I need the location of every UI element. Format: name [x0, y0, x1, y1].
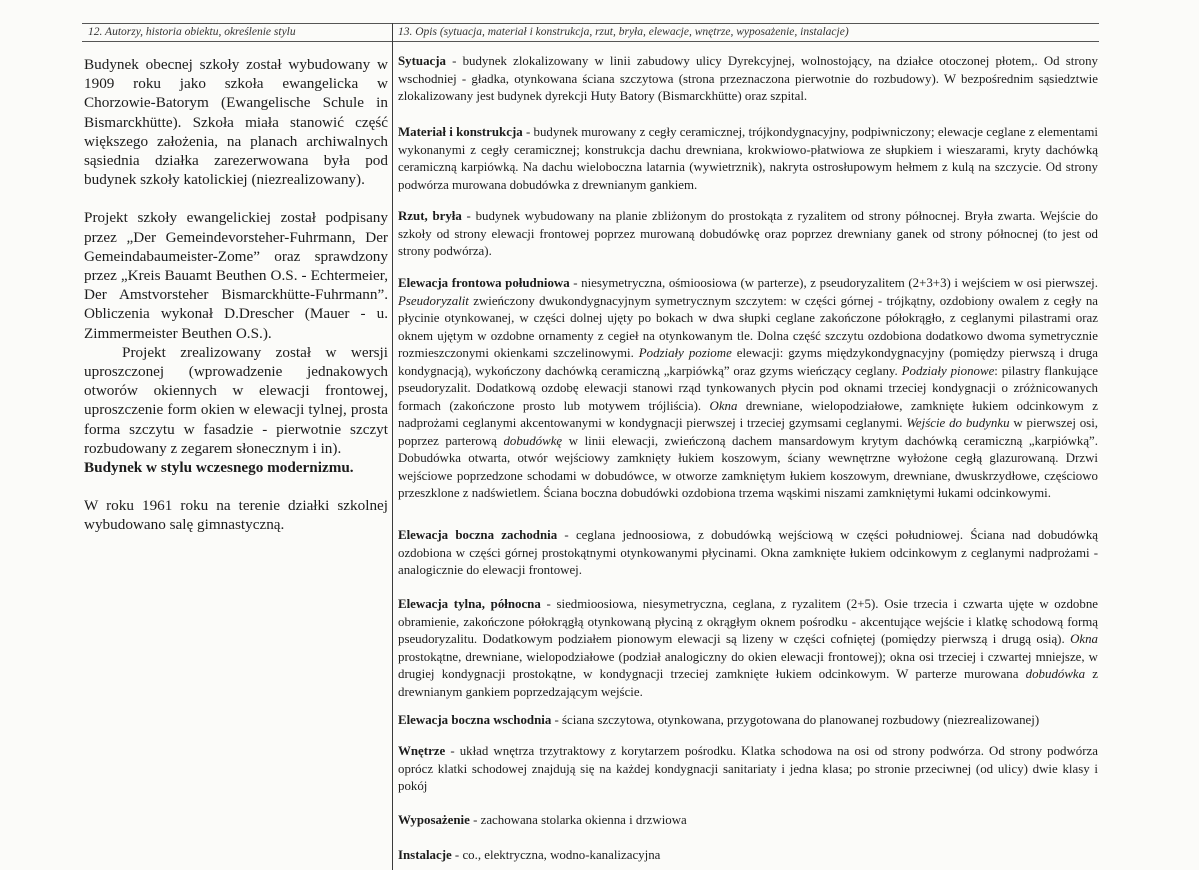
section-text: prostokątne, drewniane, wielopodziałowe (podział analogiczny do okien elewacji frontowej); okna osi trzeciej i czwartej mniejsze, w drugiej kondygnacji prostokątne, w kondygnacji trzeciej zamknięte łukiem odcinkowym. W parterze murowana	[398, 649, 1098, 681]
right-column-header: 13. Opis (sytuacja, materiał i konstrukcja, rzut, bryła, elewacje, wnętrze, wyposażenie, instalacje)	[398, 26, 849, 38]
section-west-elevation	[398, 527, 1098, 580]
section-italic-term: Pseudoryzalit	[398, 293, 469, 308]
history-paragraph-2: Projekt szkoły ewangelickiej został podpisany przez „Der Gemeindevorsteher-Fuhrmann, Der Gemeindabaumeister-Zome” oraz sprawdzony przez „Kreis Bauamt Beuthen O.S. - Echtermeier, Der Amstvorsteher Bismarckhütte-Fuhrmann”. Obliczenia wykonał D.Drescher (Mauer - u. Zimmermeister Beuthen O.S.).	[84, 209, 388, 342]
section-text: - co., elektryczna, wodno-kanalizacyjna	[451, 848, 661, 862]
section-text: w linii elewacji, zwieńczoną dachem mansardowym krytym dachówką ceramiczną „karpiówką”. Dobudówka otwarta, otwór wejściowy zamknięty łukiem koszowym, ściany wewnętrzne wyłożone cegłą glazurowaną. Drzwi wejściowe poprzedzone schodami w dobudówce, w otworze zamkniętym łukiem koszowym, drewniane, dwuskrzydłowe, częściowo przeszklone z nadświetlem. Ściana boczna dobudówki ozdobiona trzema wąskimi niszami zamkniętymi łukami odcinkowymi.	[398, 433, 1098, 500]
section-heading: Elewacja tylna, północna	[398, 597, 541, 611]
section-interior	[398, 743, 1098, 796]
section-heading: Elewacja boczna wschodnia	[398, 713, 552, 727]
section-heading: Elewacja frontowa południowa	[398, 276, 570, 290]
section-italic-term: Podziały pionowe	[901, 363, 995, 378]
section-italic-term: Okna	[1070, 632, 1098, 646]
style-statement: Budynek w stylu wczesnego modernizmu.	[84, 459, 354, 477]
section-front-elevation	[398, 275, 1098, 503]
column-divider	[392, 23, 393, 870]
section-italic-term: Wejście do budynku	[906, 416, 1010, 430]
section-heading: Materiał i konstrukcja	[398, 125, 523, 139]
section-plan	[398, 208, 1098, 261]
section-situation	[398, 53, 1098, 106]
section-italic-term: dobudówka	[1025, 667, 1086, 681]
section-text: - ceglana jednoosiowa, z dobudówką wejściową w części południowej. Ściana nad dobudówką ozdobiona w części górnej prostokątnymi otynkowanymi płycinami. Okna zamknięte łukiem odcinkowym z ceglanymi nadprożami - analogicznie do elewacji frontowej.	[398, 528, 1098, 577]
section-text: w pierwszej osi, poprzez parterową	[398, 416, 1098, 448]
section-north-elevation	[398, 596, 1098, 701]
section-material	[398, 124, 1098, 194]
section-text: - budynek murowany z cegły ceramicznej, trójkondygnacyjny, podpiwniczony; elewacje ceglane z elementami wykonanymi z cegły ceramicznej; konstrukcja dachu drewniana, krokwiowo-płatwiowa ze słupkiem i wieszarami, kryty dachówką ceramiczną karpiówką. Na dachu wieloboczna latarnia (wywietrznik), nakryta ostrosłupowym hełmem z kulą na szczycie. Od strony podwórza murowana dobudówka z drewnianym gankiem.	[398, 125, 1098, 192]
section-heading: Wyposażenie	[398, 813, 470, 827]
left-column	[84, 55, 388, 554]
section-text: z drewnianym gankiem poprzedzającym wejście.	[398, 667, 1098, 699]
header-rule	[82, 41, 1099, 42]
section-text: - siedmioosiowa, niesymetryczna, ceglana, z ryzalitem (2+5). Osie trzecia i czwarta ujęte w ozdobne obramienie, zakończone półokrągłą otynkowaną płyciną z okrągłym oknem pośrodku - akcentujące wejście i klatkę schodową formą pseudoryzalitu. Dodatkowym podziałem pionowym elewacji są lizeny w części cofniętej (pomiędzy pierwszą i drugą osią).	[398, 597, 1098, 646]
section-italic-term: Podziały poziome	[638, 346, 732, 360]
section-text: : pilastry flankujące pseudoryzalit. Dodatkową ozdobę elewacji stanowi rząd tynkowanych płycin pod oknami trzeciej kondygnacji o zróżnicowanych formach (zakończone prosto lub motywem trójliścia).	[398, 363, 1098, 413]
section-heading: Rzut, bryła	[398, 209, 462, 223]
history-paragraph-1: Budynek obecnej szkoły został wybudowany w 1909 roku jako szkoła ewangelicka w Chorzowie-Batorym (Ewangelische Schule in Bismarckhütte). Szkoła miała stanowić część większego założenia, na planach archiwalnych sąsiednia działka zarezerwowana była pod budynek szkoły katolickiej (niezrealizowany).	[84, 56, 388, 189]
section-heading: Instalacje	[398, 848, 452, 862]
section-equipment	[398, 812, 1098, 830]
section-text: - niesymetryczna, ośmioosiowa (w parterze), z pseudoryzalitem (2+3+3) i wejściem w osi pierwszej.	[569, 276, 1098, 290]
history-paragraph-5: W roku 1961 roku na terenie działki szkolnej wybudowano salę gimnastyczną.	[84, 497, 388, 534]
section-heading: Wnętrze	[398, 744, 446, 758]
section-east-elevation	[398, 712, 1098, 730]
section-italic-term: Okna	[709, 398, 738, 413]
section-heading: Elewacja boczna zachodnia	[398, 528, 558, 542]
top-rule	[82, 23, 1099, 24]
history-paragraph-3: Projekt zrealizowany został w wersji uproszczonej (wprowadzenie jednakowych otworów okiennych w elewacji frontowej, uproszczenie form okien w elewacji tylnej, prosta forma szczytu w fasadzie - pierwotnie szczyt rozbudowany z zegarem słonecznym i in).	[84, 343, 388, 457]
section-heading: Sytuacja	[398, 54, 446, 68]
section-text: - budynek zlokalizowany w linii zabudowy ulicy Dyrekcyjnej, wolnostojący, na działce otoczonej płotem,. Od strony wschodniej - gładka, otynkowana ściana szczytowa (strona przeznaczona pierwotnie do rozbudowy). W bezpośrednim sąsiedztwie zlokalizowany jest budynek dyrekcji Huty Batory (Bismarckhütte) oraz szpital.	[398, 54, 1098, 103]
section-text: - zachowana stolarka okienna i drzwiowa	[469, 813, 687, 827]
section-italic-term: dobudówkę	[503, 433, 563, 448]
section-text: - budynek wybudowany na planie zbliżonym do prostokąta z ryzalitem od strony północnej. Bryła zwarta. Wejście do szkoły od strony elewacji frontowej poprzez murowaną dobudówkę oraz poprzez drewniany ganek od strony północnej (to jest od strony podwórza).	[398, 209, 1098, 258]
section-text: - układ wnętrza trzytraktowy z korytarzem pośrodku. Klatka schodowa na osi od strony podwórza. Od strony podwórza oprócz klatki schodowej znajdują się na każdej kondygnacji sanitariaty i jedna klasa; po stronie przeciwnej (od ulicy) dwie klasy i pokój	[398, 744, 1098, 793]
section-text: drewniane, wielopodziałowe, zamknięte łukiem odcinkowym z nadprożami ceglanymi akcentowanymi w kondygnacji pierwszej i trzeciej gzymsami ceglanymi.	[398, 398, 1098, 430]
section-text: zwieńczony dwukondygnacyjnym symetrycznym szczytem: w części górnej - trójkątny, ozdobiony owalem z cegły na płycinie otynkowanej, w części dolnej ujęty po bokach w dwa słupki ceglane zakończone półokrągło, z ceglanymi pilastrami oraz oknem ujętym w ozdobne ornamenty z cegieł na otynkowanym tle. Dolna część szczytu ozdobiona dodatkowo dwoma symetrycznie rozmieszczonymi okienkami szczelinowymi.	[398, 293, 1098, 360]
section-installations	[398, 847, 1098, 865]
section-text: - ściana szczytowa, otynkowana, przygotowana do planowanej rozbudowy (niezrealizowanej)	[551, 713, 1040, 727]
left-column-header: 12. Autorzy, historia obiektu, określenie stylu	[88, 26, 296, 38]
section-text: elewacji: gzyms międzykondygnacyjny (pomiędzy pierwszą i druga kondygnacją), wykończony dachówką ceramiczną „karpiówką” oraz gzyms wieńczący ceglany.	[398, 346, 1098, 378]
